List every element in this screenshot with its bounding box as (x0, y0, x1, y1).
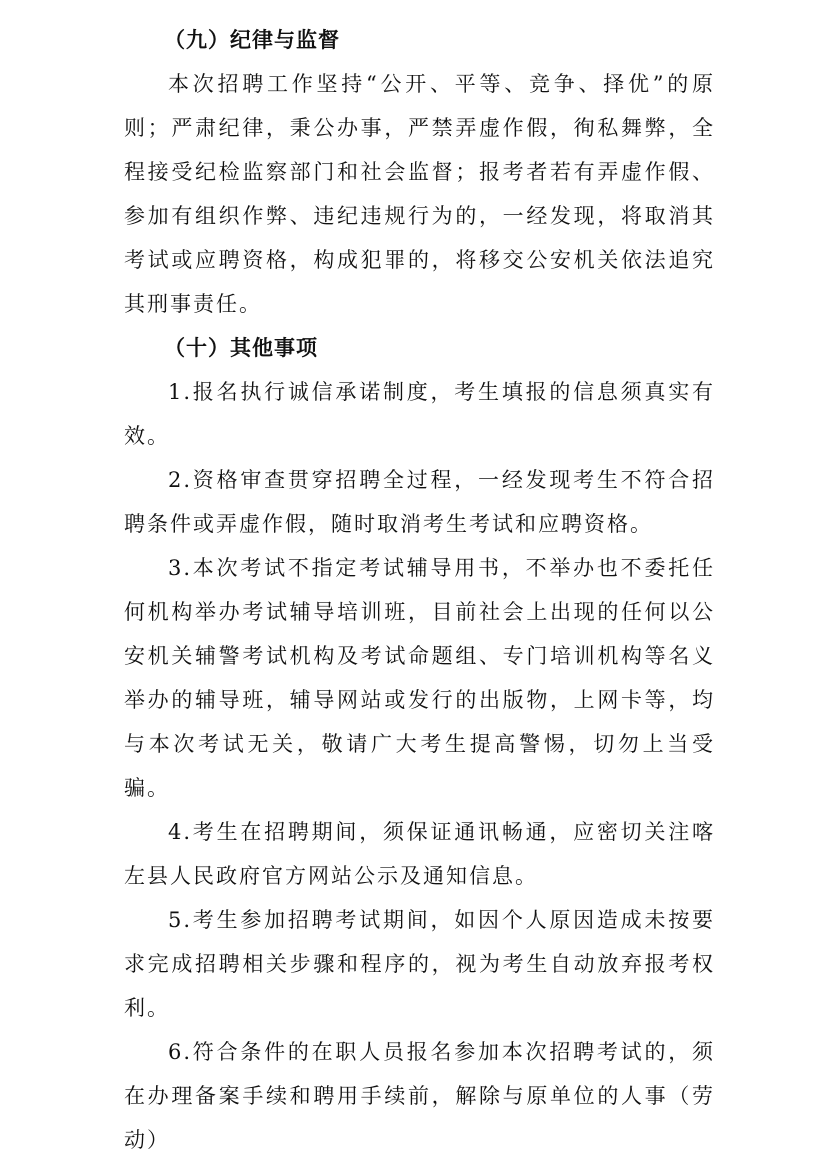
section-9-heading: （九）纪律与监督 (164, 28, 340, 52)
list-item-4: 4.考生在招聘期间，须保证通讯畅通，应密切关注喀左县人民政府官方网站公示及通知信息。 (124, 820, 715, 888)
list-item-1: 1.报名执行诚信承诺制度，考生填报的信息须真实有效。 (124, 380, 715, 448)
list-item-5: 5.考生参加招聘考试期间，如因个人原因造成未按要求完成招聘相关步骤和程序的，视为考生自动放弃报考权利。 (124, 908, 715, 1020)
section-9-paragraph: 本次招聘工作坚持“公开、平等、竞争、择优”的原则；严肃纪律，秉公办事，严禁弄虚作假，徇私舞弊，全程接受纪检监察部门和社会监督；报考者若有弄虚作假、参加有组织作弊、违纪违规行为的，一经发现，将取消其考试或应聘资格，构成犯罪的，将移交公安机关依法追究其刑事责任。 (124, 72, 715, 316)
list-item-2: 2.资格审查贯穿招聘全过程，一经发现考生不符合招聘条件或弄虚作假，随时取消考生考试和应聘资格。 (124, 468, 715, 536)
list-item-6: 6.符合条件的在职人员报名参加本次招聘考试的，须在办理备案手续和聘用手续前，解除与原单位的人事（劳动） (124, 1040, 715, 1152)
section-10-heading: （十）其他事项 (164, 336, 318, 360)
list-item-3: 3.本次考试不指定考试辅导用书，不举办也不委托任何机构举办考试辅导培训班，目前社会上出现的任何以公安机关辅警考试机构及考试命题组、专门培训机构等名义举办的辅导班，辅导网站或发行的出版物，上网卡等，均与本次考试无关，敬请广大考生提高警惕，切勿上当受骗。 (124, 556, 715, 800)
